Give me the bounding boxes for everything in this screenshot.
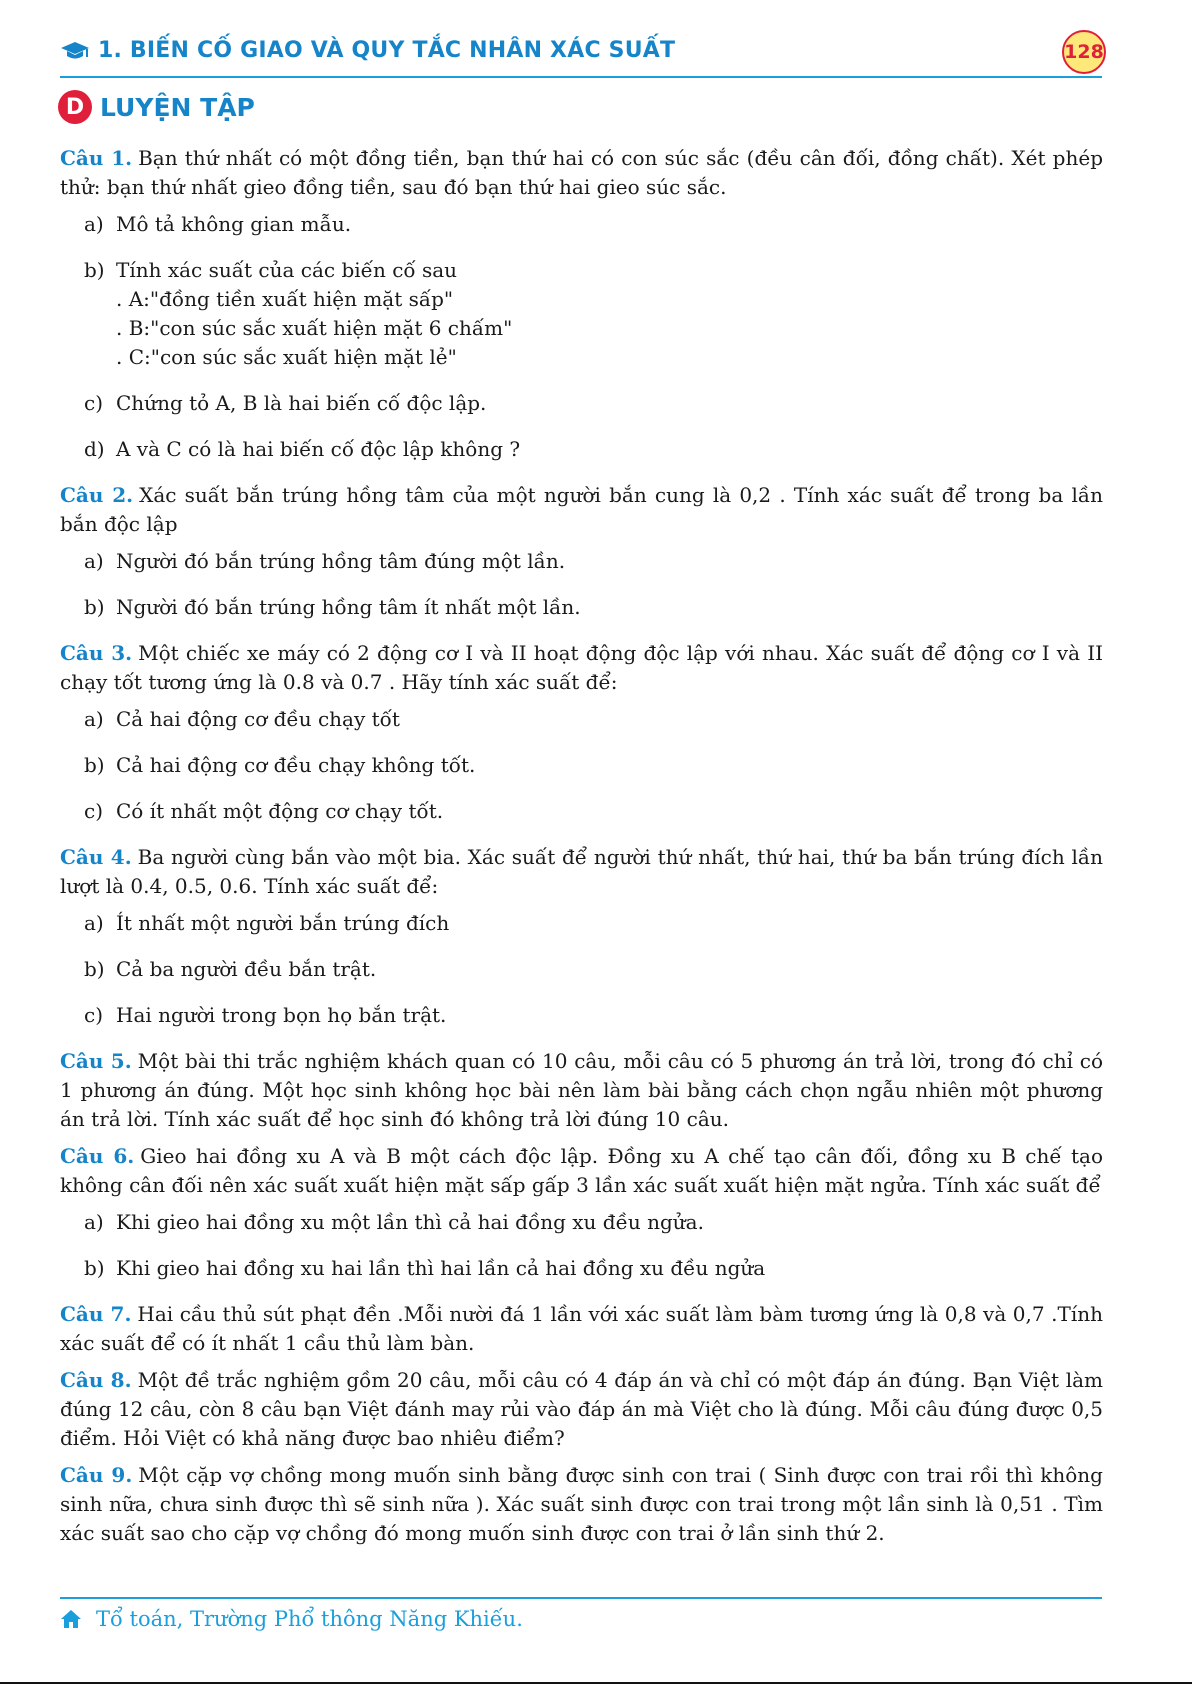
item-marker: b) [84, 595, 105, 619]
question-item [84, 256, 1103, 372]
question-label: Câu 7. [60, 1302, 132, 1326]
question [60, 639, 1103, 697]
question-item [84, 1001, 1103, 1030]
question-items [84, 547, 1103, 622]
item-text: Người đó bắn trúng hồng tâm đúng một lần. [116, 549, 566, 573]
event-line: . C:"con súc sắc xuất hiện mặt lẻ" [116, 345, 457, 369]
item-text: Hai người trong bọn họ bắn trật. [116, 1003, 447, 1027]
item-text: Chứng tỏ A, B là hai biến cố độc lập. [116, 391, 487, 415]
question [60, 144, 1103, 202]
item-text: Cả ba người đều bắn trật. [116, 957, 377, 981]
item-text: Ít nhất một người bắn trúng đích [116, 911, 450, 935]
item-text: Tính xác suất của các biến cố sau [116, 258, 458, 282]
section-badge: D [58, 90, 92, 124]
item-text: Cả hai động cơ đều chạy tốt [116, 707, 400, 731]
item-marker: a) [84, 1210, 104, 1234]
item-text: Người đó bắn trúng hồng tâm ít nhất một lần. [116, 595, 581, 619]
item-marker: a) [84, 911, 104, 935]
question-items [84, 210, 1103, 464]
question [60, 1300, 1103, 1358]
section-title: LUYỆN TẬP [100, 92, 255, 122]
question-label: Câu 9. [60, 1463, 133, 1487]
footer-text: Tổ toán, Trường Phổ thông Năng Khiếu. [96, 1607, 523, 1631]
item-marker: b) [84, 753, 105, 777]
question-item [84, 955, 1103, 984]
question-item [84, 797, 1103, 826]
question-text: Một cặp vợ chồng mong muốn sinh bằng được sinh con trai ( Sinh được con trai rồi thì không sinh nữa, chưa sinh được thì sẽ sinh nữa ). Xác suất sinh được con trai trong một lần sinh là 0,51 . Tìm xác suất sao cho cặp vợ chồng đó mong muốn sinh được con trai ở lần sinh thứ 2. [60, 1463, 1103, 1545]
question [60, 1142, 1103, 1200]
question [60, 843, 1103, 901]
question-item [84, 435, 1103, 464]
item-marker: d) [84, 437, 105, 461]
question-items [84, 909, 1103, 1030]
item-marker: b) [84, 957, 105, 981]
header-title-wrap [60, 38, 675, 63]
question-item [84, 593, 1103, 622]
footer-divider [60, 1597, 1102, 1599]
question-text: Hai cầu thủ sút phạt đền .Mỗi nười đá 1 lần với xác suất làm bàm tương ứng là 0,8 và 0,7 .Tính xác suất để có ít nhất 1 cầu thủ làm bàn. [60, 1302, 1103, 1355]
item-marker: c) [84, 391, 104, 415]
question-label: Câu 3. [60, 641, 133, 665]
item-marker: c) [84, 799, 104, 823]
question-text: Ba người cùng bắn vào một bia. Xác suất để người thứ nhất, thứ hai, thứ ba bắn trúng đích lần lượt là 0.4, 0.5, 0.6. Tính xác suất để: [60, 845, 1103, 898]
question-text: Một chiếc xe máy có 2 động cơ I và II hoạt động độc lập với nhau. Xác suất để động cơ I và II chạy tốt tương ứng là 0.8 và 0.7 . Hãy tính xác suất để: [60, 641, 1103, 694]
item-text: Có ít nhất một động cơ chạy tốt. [116, 799, 444, 823]
item-marker: c) [84, 1003, 104, 1027]
chapter-title: 1. BIẾN CỐ GIAO VÀ QUY TẮC NHÂN XÁC SUẤT [98, 38, 676, 63]
question-items [84, 705, 1103, 826]
item-text: Khi gieo hai đồng xu hai lần thì hai lần cả hai đồng xu đều ngửa [116, 1256, 766, 1280]
graduation-cap-icon [60, 40, 90, 62]
question [60, 1461, 1103, 1548]
item-marker: a) [84, 212, 104, 236]
question [60, 1366, 1103, 1453]
item-marker: a) [84, 549, 104, 573]
question-text: Một bài thi trắc nghiệm khách quan có 10 câu, mỗi câu có 5 phương án trả lời, trong đó chỉ có 1 phương án đúng. Một học sinh không học bài nên làm bài bằng cách chọn ngẫu nhiên một phương án trả lời. Tính xác suất để học sinh đó không trả lời đúng 10 câu. [60, 1049, 1103, 1131]
page-footer [60, 1607, 523, 1631]
item-marker: a) [84, 707, 104, 731]
item-text: Khi gieo hai đồng xu một lần thì cả hai đồng xu đều ngửa. [116, 1210, 704, 1234]
question-text: Xác suất bắn trúng hồng tâm của một người bắn cung là 0,2 . Tính xác suất để trong ba lần bắn độc lập [60, 483, 1103, 536]
question-label: Câu 6. [60, 1144, 135, 1168]
question-label: Câu 4. [60, 845, 132, 869]
question-list [60, 144, 1103, 1556]
question-label: Câu 8. [60, 1368, 132, 1392]
question [60, 1047, 1103, 1134]
section-heading [58, 90, 255, 124]
bottom-rule [0, 1682, 1192, 1684]
question-item [84, 389, 1103, 418]
item-text: A và C có là hai biến cố độc lập không ? [116, 437, 521, 461]
page-number-badge: 128 [1062, 30, 1106, 74]
event-line: . B:"con súc sắc xuất hiện mặt 6 chấm" [116, 316, 513, 340]
page-header [60, 28, 1102, 78]
question [60, 481, 1103, 539]
question-label: Câu 2. [60, 483, 134, 507]
item-text: Mô tả không gian mẫu. [116, 212, 352, 236]
question-item [84, 909, 1103, 938]
question-item [84, 1208, 1103, 1237]
question-item [84, 751, 1103, 780]
question-text: Gieo hai đồng xu A và B một cách độc lập. Đồng xu A chế tạo cân đối, đồng xu B chế tạo không cân đối nên xác suất xuất hiện mặt sấp gấp 3 lần xác suất xuất hiện mặt ngửa. Tính xác suất để [60, 1144, 1103, 1197]
question-item [84, 547, 1103, 576]
event-line: . A:"đồng tiền xuất hiện mặt sấp" [116, 287, 454, 311]
question-items [84, 1208, 1103, 1283]
item-text: Cả hai động cơ đều chạy không tốt. [116, 753, 476, 777]
item-marker: b) [84, 258, 105, 282]
question-label: Câu 1. [60, 146, 133, 170]
question-item [84, 705, 1103, 734]
item-marker: b) [84, 1256, 105, 1280]
question-text: Một đề trắc nghiệm gồm 20 câu, mỗi câu có 4 đáp án và chỉ có một đáp án đúng. Bạn Việt làm đúng 12 câu, còn 8 câu bạn Việt đánh may rủi vào đáp án mà Việt cho là đúng. Mỗi câu đúng được 0,5 điểm. Hỏi Việt có khả năng được bao nhiêu điểm? [60, 1368, 1103, 1450]
question-item [84, 210, 1103, 239]
item-body [116, 256, 1103, 372]
question-text: Bạn thứ nhất có một đồng tiền, bạn thứ hai có con súc sắc (đều cân đối, đồng chất). Xét phép thử: bạn thứ nhất gieo đồng tiền, sau đó bạn thứ hai gieo súc sắc. [60, 146, 1103, 199]
question-label: Câu 5. [60, 1049, 132, 1073]
question-item [84, 1254, 1103, 1283]
home-icon [60, 1609, 82, 1629]
